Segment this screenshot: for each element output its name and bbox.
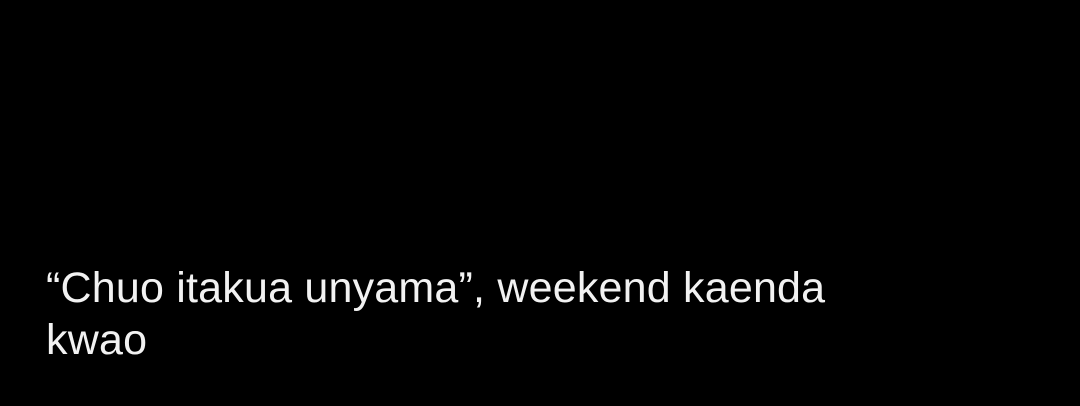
caption-text bbox=[46, 262, 1046, 366]
caption-line-2: kwao bbox=[46, 316, 148, 364]
caption-line-1: “Chuo itakua unyama”, weekend kaenda bbox=[46, 264, 826, 312]
